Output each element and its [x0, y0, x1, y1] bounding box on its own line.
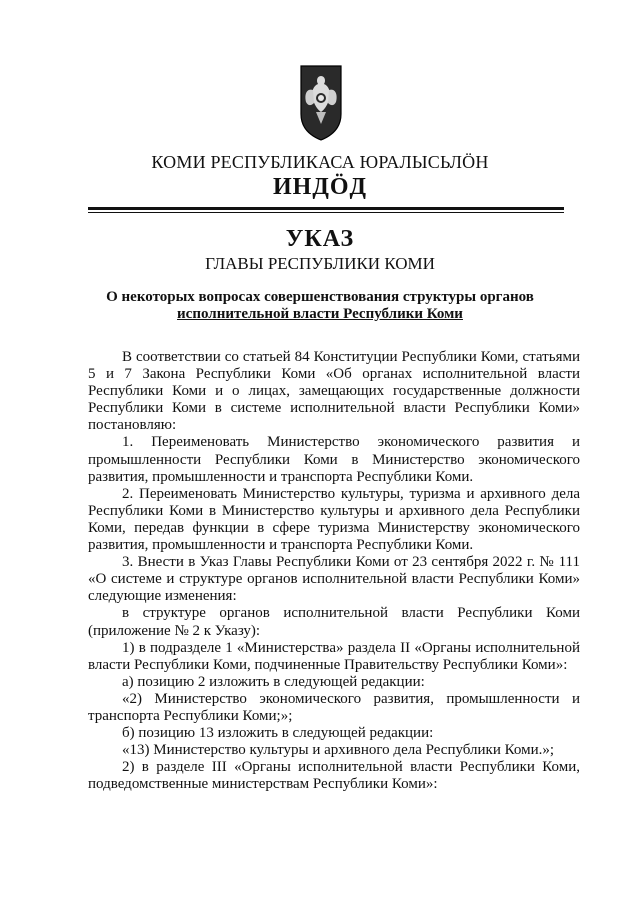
decree-subject-line-1: О некоторых вопросах совершенствования структуры органов [106, 289, 534, 305]
body-paragraph: «13) Министерство культуры и архивного дела Республики Коми.»; [122, 742, 555, 759]
komi-coat-of-arms-icon [298, 62, 344, 142]
body-paragraph: В соответствии со статьей 84 Конституции Республики Коми, статьями 5 и 7 Закона Республики Коми «Об органах исполнительной власти Республики Коми и о лицах, замещающих государственные должности Республики Коми в системе исполнительной власти Республики Коми» постановляю: [88, 349, 580, 434]
body-paragraph: «2) Министерство экономического развития, промышленности и транспорта Республики Коми;»; [88, 690, 580, 724]
header-indod: ИНДÖД [272, 174, 368, 200]
body-paragraph: 3. Внести в Указ Главы Республики Коми от 23 сентября 2022 г. № 111 «О системе и структуре органов исполнительной власти Республики Коми» следующие изменения: [88, 554, 580, 605]
body-paragraph: 2) в разделе III «Органы исполнительной власти Республики Коми, подведомственные министерствам Республики Коми»: [88, 759, 580, 793]
body-paragraph: а) позицию 2 изложить в следующей редакции: [122, 673, 425, 690]
body-paragraph: 1) в подразделе 1 «Министерства» раздела II «Органы исполнительной власти Республики Коми, подчиненные Правительству Республики Коми»: [88, 639, 580, 673]
body-paragraph: 2. Переименовать Министерство культуры, туризма и архивного дела Республики Коми в Министерство культуры и архивного дела Республики Коми, передав функции в сфере туризма Министерству экономического развития, промышленности и транспорта Республики Коми. [88, 485, 580, 554]
document-issuer: ГЛАВЫ РЕСПУБЛИКИ КОМИ [205, 254, 435, 273]
header-divider-thick [88, 207, 564, 210]
body-paragraph: в структуре органов исполнительной власти Республики Коми (приложение № 2 к Указу): [88, 605, 580, 639]
decree-subject-line-2: исполнительной власти Республики Коми [177, 306, 463, 322]
header-republic-name: КОМИ РЕСПУБЛИКАСА ЮРАЛЫСЬЛÖН [151, 152, 489, 172]
body-paragraph: 1. Переименовать Министерство экономического развития и промышленности Республики Коми в Министерство экономического развития, промышленности и транспорта Республики Коми. [88, 434, 580, 485]
decree-body [88, 349, 580, 793]
decree-subject [80, 289, 560, 323]
header-divider-thin [88, 212, 564, 213]
document-type-title: УКАЗ [285, 226, 355, 252]
body-paragraph: б) позицию 13 изложить в следующей редакции: [122, 725, 434, 742]
